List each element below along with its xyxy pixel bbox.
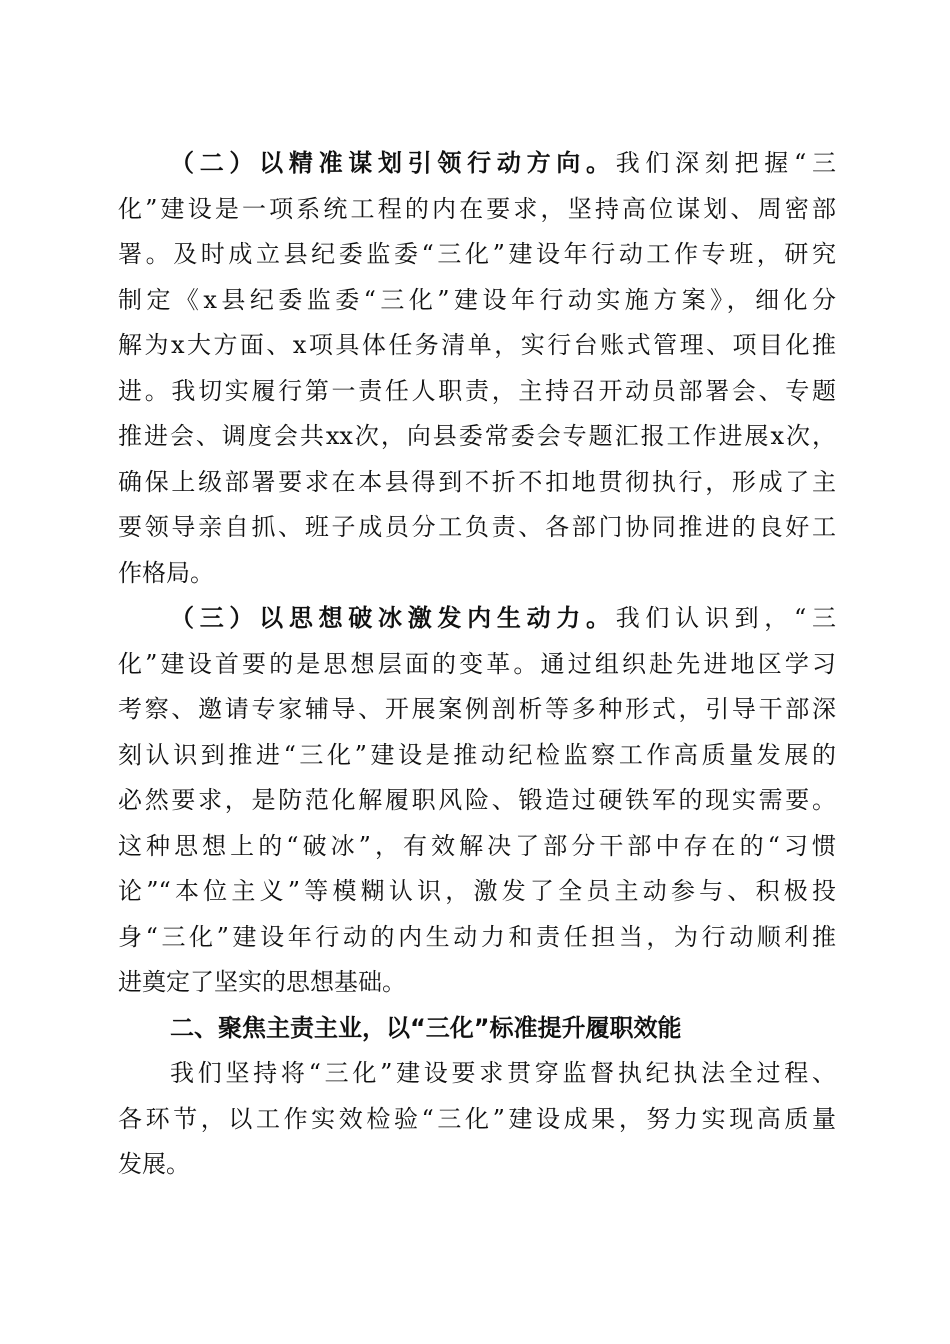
paragraph-line (118, 596, 836, 642)
paragraph-line: 身“三化”建设年行动的内生动力和责任担当，为行动顺利推 (118, 922, 836, 951)
paragraph-line: 我们坚持将“三化”建设要求贯穿监督执纪执法全过程、 (170, 1059, 836, 1087)
paragraph-line: 论”“本位主义”等模糊认识，激发了全员主动参与、积极投 (118, 877, 836, 905)
paragraph-line: 解为x大方面、x项具体任务清单，实行台账式管理、项目化推 (118, 331, 836, 359)
paragraph-line: 化”建设首要的是思想层面的变革。通过组织赴先进地区学习 (118, 649, 836, 678)
paragraph-text: 我们认识到，“三 (615, 604, 836, 632)
paragraph-line: 发展。 (118, 1150, 190, 1178)
paragraph-line: 署。及时成立县纪委监委“三化”建设年行动工作专班，研究 (118, 240, 836, 268)
paragraph-lead-heading: （二）以精准谋划引领行动方向。 (170, 149, 616, 177)
paragraph-line: 进奠定了坚实的思想基础。 (118, 968, 406, 996)
paragraph-text: 我们深刻把握“三 (615, 149, 836, 177)
paragraph-line: 必然要求，是防范化解履职风险、锻造过硬铁军的现实需要。 (118, 786, 836, 814)
document-page (118, 141, 836, 1188)
paragraph-line (118, 141, 836, 187)
paragraph-line: 确保上级部署要求在本县得到不折不扣地贯彻执行，形成了主 (118, 467, 836, 496)
paragraph-line: 作格局。 (118, 558, 214, 587)
paragraph-line: 化”建设是一项系统工程的内在要求，坚持高位谋划、周密部 (118, 194, 836, 223)
paragraph-2 (118, 596, 836, 1006)
section-heading: 二、聚焦主责主业，以“三化”标准提升履职效能 (170, 1013, 682, 1042)
paragraph-line: 这种思想上的“破冰”，有效解决了部分干部中存在的“习惯 (118, 831, 836, 860)
paragraph-line: 进。我切实履行第一责任人职责，主持召开动员部署会、专题 (118, 376, 836, 405)
paragraph-line: 制定《x县纪委监委“三化”建设年行动实施方案》，细化分 (118, 285, 836, 314)
paragraph-3 (118, 1051, 836, 1188)
paragraph-line: 要领导亲自抓、班子成员分工负责、各部门协同推进的良好工 (118, 513, 836, 541)
paragraph-lead-heading: （三）以思想破冰激发内生动力。 (170, 604, 616, 632)
paragraph-line: 各环节，以工作实效检验“三化”建设成果，努力实现高质量 (118, 1104, 836, 1133)
paragraph-1 (118, 141, 836, 596)
paragraph-line: 推进会、调度会共xx次，向县委常委会专题汇报工作进展x次， (118, 422, 836, 450)
paragraph-line: 刻认识到推进“三化”建设是推动纪检监察工作高质量发展的 (118, 740, 836, 769)
paragraph-line: 考察、邀请专家辅导、开展案例剖析等多种形式，引导干部深 (118, 695, 836, 723)
